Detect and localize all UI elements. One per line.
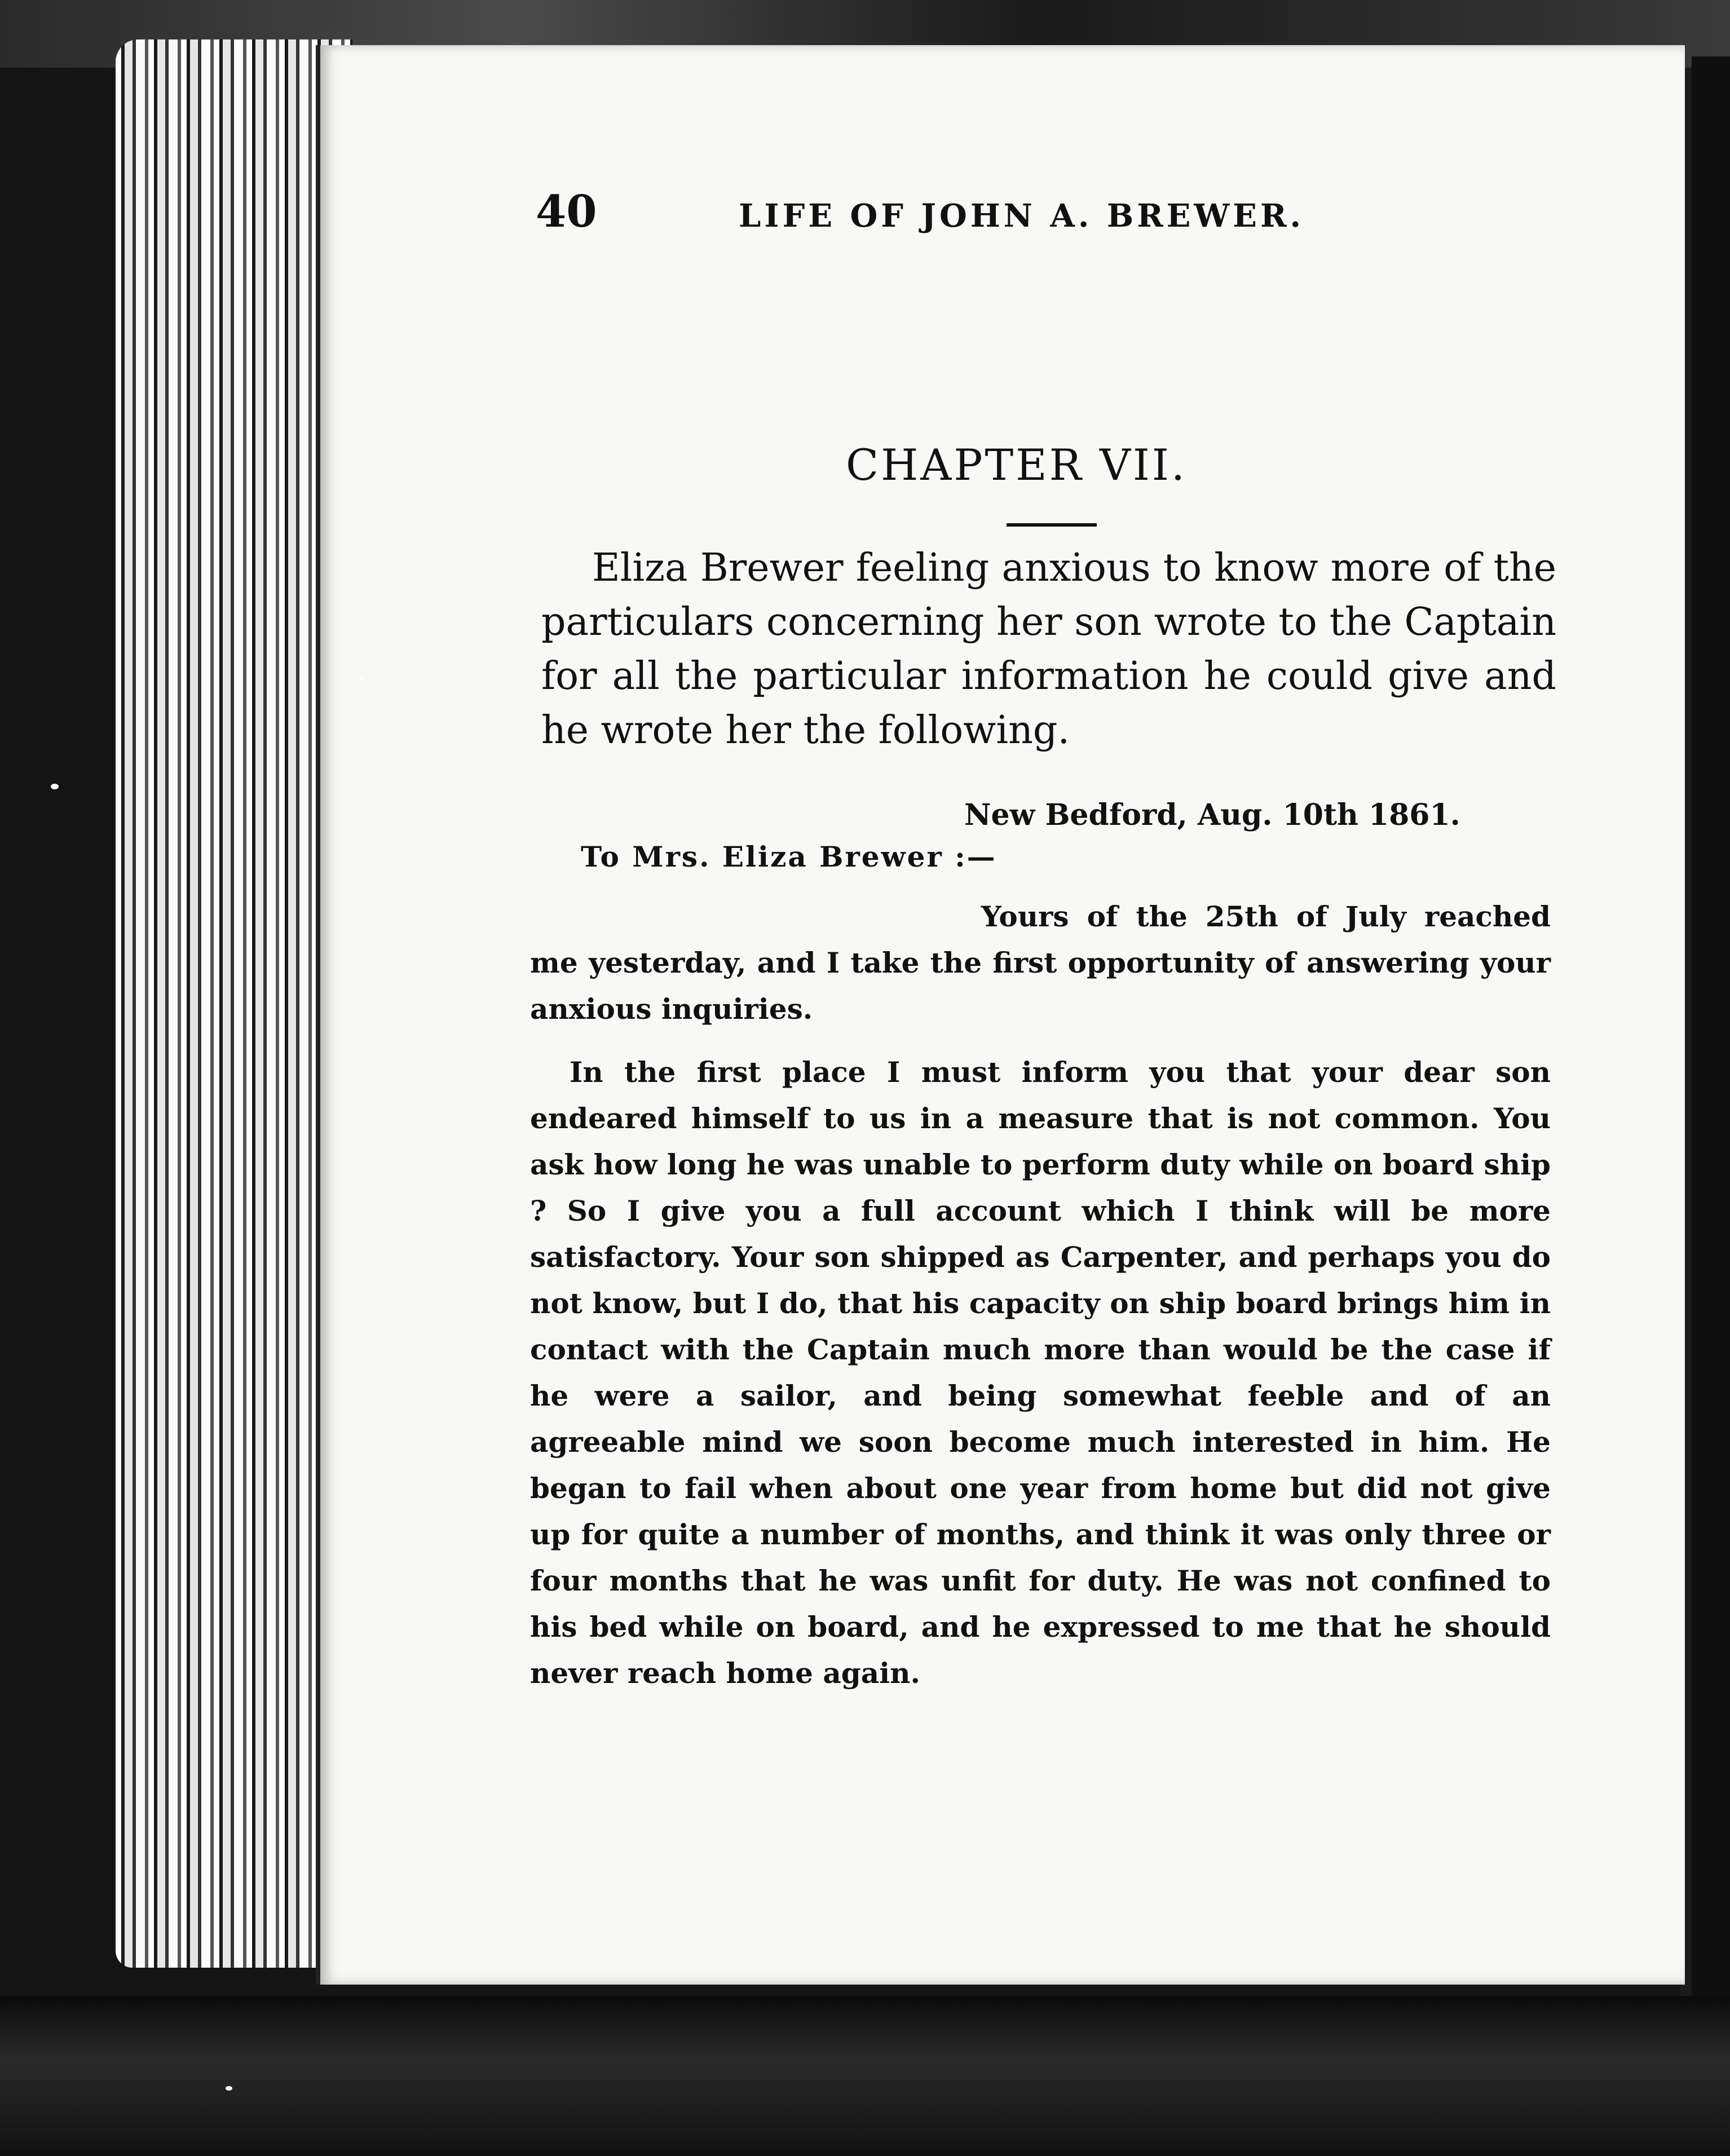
page-header (536, 186, 1325, 254)
letter-dateline: New Bedford, Aug. 10th 1861. (964, 798, 1460, 832)
letter-paragraph-2: In the first place I must inform you that your dear son endeared himself to us in a measure that is not common. You ask how long he was unable to perform duty while on board ship ? So I give you a full account which I think will be more satisfactory. Your son shipped as Carpenter, and perhaps you do not know, but I do, that his capacity on ship board brings him in contact with the Captain much more than would be the case if he were a sailor, and being somewhat feeble and of an agreeable mind we soon become much interested in him. He began to fail when about one year from home but did not give up for quite a number of months, and think it was only three or four months that he was unfit for duty. He was not confined to his bed while on board, and he expressed to me that he should never reach home again. (530, 1055, 1551, 1690)
intro-paragraph (541, 541, 1556, 758)
scan-bottom-border (0, 1996, 1730, 2156)
chapter-rule (1007, 523, 1097, 527)
page-number: 40 (536, 186, 597, 237)
running-title: LIFE OF JOHN A. BREWER. (739, 197, 1305, 235)
scan-speck (361, 677, 364, 680)
scan-right-border (1692, 56, 1730, 1996)
scan-speck (226, 2086, 232, 2091)
chapter-title: CHAPTER VII. (846, 440, 1188, 490)
letter-paragraph-1: Yours of the 25th of July reached me yesterday, and I take the first opportunity of answering your anxious inquiries. (530, 900, 1551, 1026)
scan-speck (51, 784, 59, 789)
intro-text: Eliza Brewer feeling anxious to know more of the particulars concerning her son wrote to the Captain for all the particular information he could give and he wrote her the following. (541, 546, 1556, 753)
letter-body (530, 894, 1551, 1713)
letter-salutation: To Mrs. Eliza Brewer :— (581, 840, 997, 873)
